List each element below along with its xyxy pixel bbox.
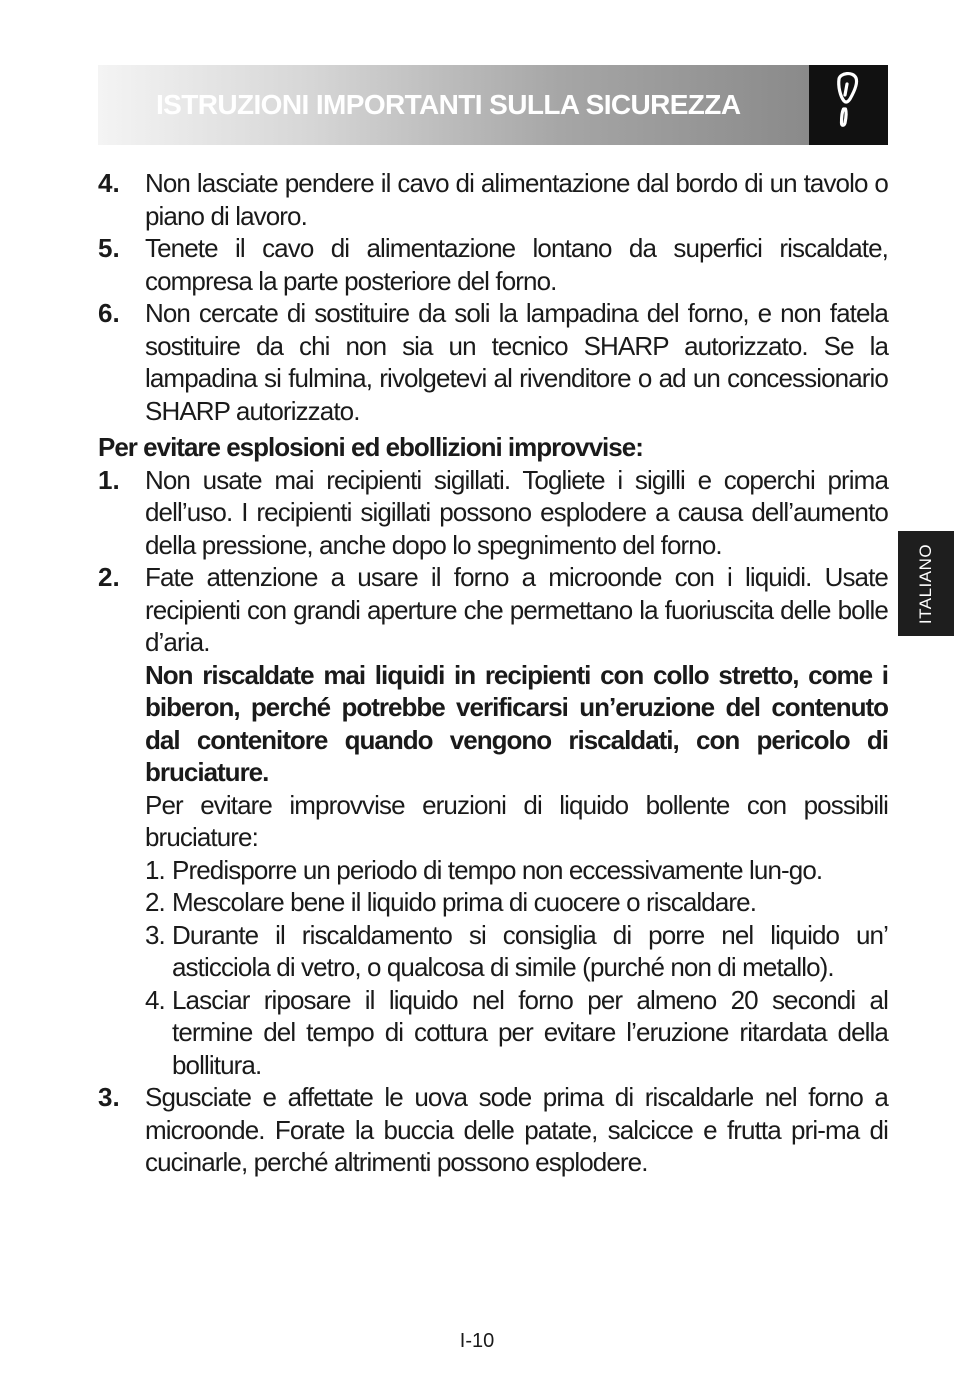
header-bar — [98, 65, 809, 145]
page-title: ISTRUZIONI IMPORTANTI SULLA SICUREZZA — [156, 89, 741, 120]
item-number: 1. — [98, 464, 120, 495]
item-number: 3. — [98, 1082, 120, 1112]
item-text: Fate attenzione a usare il forno a microonde con i liquidi. Usate recipienti con grandi aperture che permettano la fuoriuscita delle bolle d’aria. — [145, 562, 888, 657]
step-text: Predisporre un periodo di tempo non eccessivamente lun-go. — [172, 854, 823, 885]
list-item — [98, 167, 888, 232]
item-number: 5. — [98, 233, 120, 263]
language-tab — [898, 531, 954, 636]
list-item — [98, 297, 888, 427]
step-number: 2. — [145, 887, 165, 917]
list-item — [98, 464, 888, 562]
step-number: 4. — [145, 984, 165, 1015]
list-item — [98, 232, 888, 297]
step-text: Lasciar riposare il liquido nel forno per almeno 20 secondi al termine del tempo di cottura per evitare l’eruzione ritardata della bollitura. — [172, 984, 888, 1080]
language-label: ITALIANO — [916, 543, 936, 624]
step-list — [145, 854, 888, 1082]
step-text: Durante il riscaldamento si consiglia di porre nel liquido un’ asticciola di vetro, o qualcosa di simile (purché non di metallo). — [172, 919, 888, 982]
caution-exclamation-icon — [809, 65, 888, 145]
step-item — [145, 854, 888, 887]
step-number: 1. — [145, 854, 165, 885]
page-number: I-10 — [459, 1330, 495, 1352]
step-item — [145, 886, 888, 919]
steps-intro: Per evitare improvvise eruzioni di liquido bollente con possibili bruciature: — [145, 789, 888, 852]
list-item — [98, 1081, 888, 1179]
step-item — [145, 984, 888, 1082]
step-number: 3. — [145, 919, 165, 950]
warning-text: Non riscaldate mai liquidi in recipienti con collo stretto, come i biberon, perché potrebbe verificarsi un’eruzione del contenuto dal contenitore quando vengono riscaldati, con pericolo di bruciature. — [145, 659, 888, 787]
item-text: Tenete il cavo di alimentazione lontano da superfici riscaldate, compresa la parte posteriore del forno. — [145, 233, 888, 296]
list-item — [98, 561, 888, 1081]
section-heading: Per evitare esplosioni ed ebollizioni improvvise: — [98, 432, 643, 462]
caution-icon-box — [809, 65, 888, 145]
item-text: Non lasciate pendere il cavo di alimentazione dal bordo di un tavolo o piano di lavoro. — [145, 168, 888, 231]
item-text: Non cercate di sostituire da soli la lampadina del forno, e non fatela sostituire da chi non sia un tecnico SHARP autorizzato. Se la lampadina si fulmina, rivolgetevi al rivenditore o ad un concessionario SHARP autorizzato. — [145, 298, 888, 426]
item-number: 2. — [98, 562, 120, 592]
step-item — [145, 919, 888, 984]
item-number: 6. — [98, 298, 120, 328]
item-number: 4. — [98, 168, 120, 198]
instructions-body — [98, 167, 888, 1179]
item-list-top — [98, 167, 888, 427]
item-text: Sgusciate e affettate le uova sode prima di riscaldarle nel forno a microonde. Forate la buccia delle patate, salcicce e frutta pri-ma di cucinarle, perché altrimenti possono esplodere. — [145, 1082, 888, 1177]
item-text: Non usate mai recipienti sigillati. Togliete i sigilli e coperchi prima dell’uso. I recipienti sigillati possono esplodere a causa dell’aumento della pressione, anche dopo lo spegnimento del forno. — [145, 464, 888, 560]
step-text: Mescolare bene il liquido prima di cuocere o riscaldare. — [172, 887, 757, 917]
